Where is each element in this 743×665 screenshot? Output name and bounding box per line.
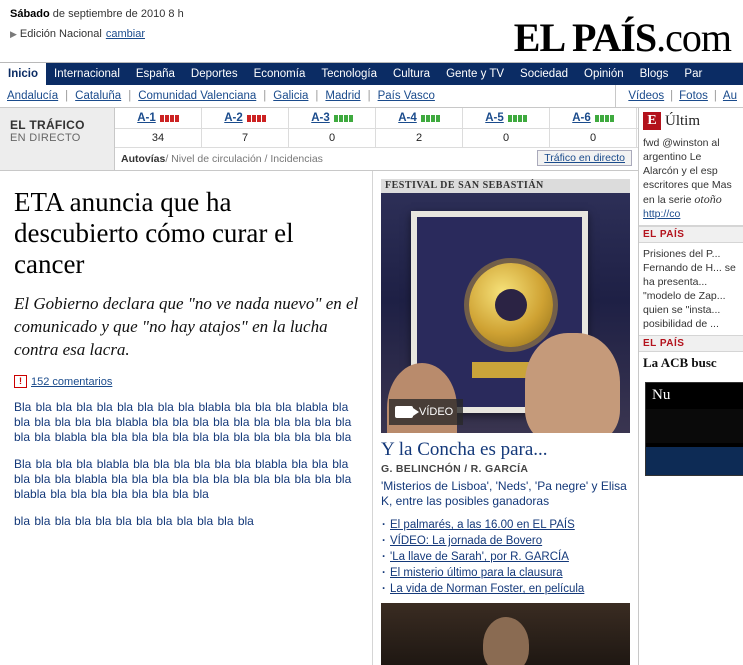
right-rail: [638, 108, 743, 665]
road-status-pips: [160, 115, 179, 122]
subnav-item-madrid[interactable]: Madrid: [325, 90, 361, 102]
traffic-count-a5: 0: [463, 129, 550, 147]
road-name: A-5: [485, 112, 504, 124]
subnav-item-comunidad-valenciana[interactable]: Comunidad Valenciana: [138, 90, 257, 102]
lead-story-paragraph-1: Bla bla bla bla bla bla bla bla bla blabla bla bla bla blabla bla bla bla bla bla bla blabla bla bla bla bla bla bla bla bla bla bla bla bla blabla bla bla bla bla bla bla bla bla bla bla bla bla bla: [14, 400, 352, 444]
nav-item-tecnologia[interactable]: Tecnología: [321, 68, 377, 80]
rail-kicker-2: EL PAÍS: [639, 335, 743, 352]
rail-latest-italic: otoño: [694, 192, 722, 206]
comments-count-link[interactable]: 152 comentarios: [31, 375, 113, 388]
traffic-count-a2: 7: [202, 129, 289, 147]
logo-suffix: .com: [656, 15, 731, 60]
traffic-road-a2[interactable]: [202, 108, 289, 128]
nav-item-participa[interactable]: Par: [684, 68, 703, 80]
traffic-live-button[interactable]: Tráfico en directo: [537, 150, 632, 166]
secondary-photo[interactable]: [381, 603, 630, 665]
nav-item-economia[interactable]: Economía: [253, 68, 306, 80]
secondary-story: [372, 171, 638, 665]
traffic-title-line2: EN DIRECTO: [10, 132, 81, 144]
road-name: A-2: [224, 112, 243, 124]
nav-item-opinion[interactable]: Opinión: [584, 68, 624, 80]
traffic-incident-counts: [115, 129, 638, 148]
traffic-count-a6: 0: [550, 129, 637, 147]
subnav-divider: |: [670, 90, 674, 102]
traffic-legend-label: Autovías: [121, 152, 166, 165]
rail-ad-band: [646, 409, 743, 443]
road-status-pips: [421, 115, 440, 122]
nav-item-blogs[interactable]: Blogs: [639, 68, 669, 80]
comments-link-row[interactable]: [14, 375, 360, 388]
festival-photo[interactable]: [381, 193, 630, 433]
related-link-2[interactable]: · VÍDEO: La jornada de Bovero: [381, 533, 630, 549]
traffic-widget-body: [115, 108, 638, 170]
edition-selector[interactable]: [10, 28, 145, 40]
subnav-divider: |: [128, 90, 132, 102]
secondary-story-byline: G. BELINCHÓN / R. GARCÍA: [381, 463, 529, 475]
nav-item-deportes[interactable]: Deportes: [190, 68, 238, 80]
rail-latest-block: [639, 108, 743, 226]
traffic-road-a6[interactable]: [550, 108, 637, 128]
elpais-badge-icon: E: [643, 112, 661, 130]
main-nav: [0, 63, 743, 85]
road-status-pips: [334, 115, 353, 122]
subnav-item-fotos[interactable]: Fotos: [679, 90, 708, 102]
media-subnav: [615, 85, 743, 107]
subnav-divider: |: [367, 90, 371, 102]
traffic-count-a3: 0: [289, 129, 376, 147]
video-badge[interactable]: [389, 399, 463, 425]
road-status-pips: [508, 115, 527, 122]
related-link-1[interactable]: · El palmarés, a las 16.00 en EL PAÍS: [381, 517, 630, 533]
chevron-right-icon: ▶: [10, 29, 17, 39]
rail-kicker-1: EL PAÍS: [639, 226, 743, 243]
road-name: A-3: [311, 112, 330, 124]
rail-item-1[interactable]: Prisiones del P... Fernando de H... se ha presenta... "modelo de Zap... quien se "insta... posibilidad de ...: [643, 248, 736, 330]
rail-latest-lead: fwd @winston al argentino Le Alarcón y el esp escritores que Mas en la serie: [643, 137, 732, 206]
secondary-story-title[interactable]: Y la Concha es para...: [381, 439, 548, 460]
subnav-item-cataluna[interactable]: Cataluña: [75, 90, 122, 102]
page-body: [0, 108, 743, 665]
nav-item-sociedad[interactable]: Sociedad: [520, 68, 568, 80]
site-header: [0, 0, 743, 63]
nav-item-cultura[interactable]: Cultura: [392, 68, 431, 80]
rail-ad-footer-band: [646, 447, 743, 475]
traffic-road-a3[interactable]: [289, 108, 376, 128]
subnav-divider: |: [713, 90, 717, 102]
video-camera-icon: [395, 406, 413, 418]
traffic-legend: [115, 148, 638, 169]
subnav-divider: |: [263, 90, 267, 102]
traffic-road-a1[interactable]: [115, 108, 202, 128]
main-column: [0, 108, 638, 665]
nav-item-inicio[interactable]: Inicio: [0, 63, 46, 85]
rail-ad-text: Nu: [652, 387, 671, 403]
lead-story-subhead: El Gobierno declara que "no ve nada nuevo" en el comunicado y que "no hay atajos" en la lucha contra esa lacra.: [14, 294, 359, 359]
secondary-story-summary: 'Misterios de Lisboa', 'Neds', 'Pa negre' y Elisa K, entre las posibles ganadoras: [381, 479, 627, 508]
traffic-road-row: [115, 108, 638, 129]
lead-story-paragraph-3: bla bla bla bla bla bla bla bla bla bla bla bla: [14, 514, 254, 528]
subnav-divider: |: [65, 90, 69, 102]
photo-portrait-shape: [483, 617, 529, 665]
festival-kicker: FESTIVAL DE SAN SEBASTIÁN: [381, 179, 630, 193]
lead-story-paragraph-2: Bla bla bla bla blabla bla bla bla bla bla bla blabla bla bla bla bla bla bla blabla bla bla bla bla bla bla bla bla bla bla bla bla blabla bla bla bla bla bla bla bla bla: [14, 457, 352, 501]
subnav-item-audios[interactable]: Au: [722, 90, 737, 102]
clock-time: 8 h: [168, 8, 184, 20]
road-name: A-4: [398, 112, 417, 124]
subnav-divider: |: [315, 90, 319, 102]
lead-story-headline[interactable]: ETA anuncia que ha descubierto cómo curar el cancer: [14, 187, 294, 279]
road-name: A-6: [572, 112, 591, 124]
edition-label: Edición Nacional: [19, 28, 102, 40]
photo-hand-right: [525, 333, 620, 433]
comment-icon: !: [14, 375, 27, 388]
site-logo[interactable]: [513, 15, 731, 60]
nav-item-internacional[interactable]: Internacional: [54, 68, 120, 80]
traffic-title-line1: EL TRÁFICO: [10, 118, 85, 132]
lead-story: [0, 171, 372, 665]
subnav-item-pais-vasco[interactable]: País Vasco: [377, 90, 435, 102]
rail-advertisement[interactable]: [645, 382, 743, 476]
traffic-count-a4: 2: [376, 129, 463, 147]
related-links-list: [381, 517, 630, 597]
related-link-3[interactable]: · 'La llave de Sarah', por R. GARCÍA: [381, 549, 630, 565]
traffic-road-a4[interactable]: [376, 108, 463, 128]
rail-latest-title: Últim: [665, 112, 701, 129]
content-split: [0, 171, 638, 665]
nav-item-espana[interactable]: España: [135, 68, 175, 80]
rail-item-2-headline: La ACB busc: [643, 355, 717, 370]
road-status-pips: [595, 115, 614, 122]
related-link-5[interactable]: · La vida de Norman Foster, en película: [381, 581, 630, 597]
rail-latest-header: [639, 108, 743, 132]
regional-subnav: [0, 85, 743, 108]
date-rest: de septiembre de 2010: [49, 8, 166, 20]
traffic-legend-rest: / Nivel de circulación / Incidencias: [165, 152, 323, 165]
traffic-widget-title: [0, 108, 115, 170]
rail-latest-link[interactable]: http://co: [643, 208, 681, 220]
photo-award-medal: [469, 263, 553, 347]
road-name: A-1: [137, 112, 156, 124]
subnav-item-andalucia[interactable]: Andalucía: [7, 90, 59, 102]
subnav-item-videos[interactable]: Vídeos: [628, 90, 665, 102]
traffic-road-a5[interactable]: [463, 108, 550, 128]
rail-item-2[interactable]: [639, 352, 743, 374]
date-line: [10, 8, 184, 20]
nav-item-gente-y-tv[interactable]: Gente y TV: [446, 68, 505, 80]
logo-main: EL PAÍS: [513, 15, 657, 60]
subnav-item-galicia[interactable]: Galicia: [273, 90, 309, 102]
traffic-count-a1: 34: [115, 129, 202, 147]
rail-latest-text: [639, 132, 743, 225]
video-badge-label: VÍDEO: [419, 406, 454, 418]
related-link-4[interactable]: · El misterio último para la clausura: [381, 565, 630, 581]
traffic-widget: [0, 108, 638, 171]
road-status-pips: [247, 115, 266, 122]
date-weekday: Sábado: [10, 8, 50, 20]
edition-change-link[interactable]: cambiar: [105, 28, 145, 40]
